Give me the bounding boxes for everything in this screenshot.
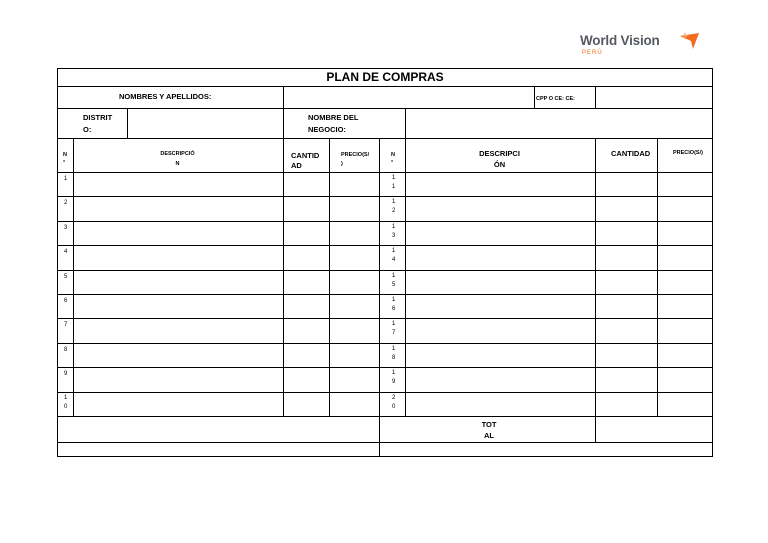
item-price-left[interactable]: [329, 196, 379, 220]
label-total-2: AL: [484, 431, 494, 440]
item-quantity-left[interactable]: [283, 196, 329, 220]
item-price-right[interactable]: [657, 245, 713, 269]
nombres-field[interactable]: [283, 87, 534, 107]
item-price-left[interactable]: [329, 367, 379, 391]
label-distrito-1: DISTRIT: [83, 113, 113, 122]
col-precio-left-1: PRECIO(S/: [341, 152, 370, 158]
logo-brand: World Vision: [580, 33, 660, 48]
row-number-left: 9: [64, 371, 68, 377]
col-n-left-1: N: [63, 152, 67, 158]
grid-line: [595, 86, 596, 108]
grid-line: [329, 138, 330, 417]
row-number-right: 4: [392, 257, 396, 263]
col-desc-left-1: DESCRIPCIÓ: [160, 151, 195, 157]
grid-line: [57, 68, 58, 457]
row-number-right: 6: [392, 306, 396, 312]
label-total-1: TOT: [481, 420, 497, 429]
world-vision-logo: [580, 32, 710, 60]
item-description-right[interactable]: [405, 270, 595, 294]
grid-line: [57, 367, 713, 368]
item-quantity-left[interactable]: [283, 318, 329, 342]
distrito-field[interactable]: [127, 108, 283, 138]
row-number-left: 8: [64, 347, 68, 353]
item-description-right[interactable]: [405, 367, 595, 391]
grid-line: [657, 138, 658, 417]
grid-line: [57, 196, 713, 197]
row-number-right: 3: [392, 233, 396, 239]
grid-line: [57, 294, 713, 295]
grid-line: [57, 221, 713, 222]
item-price-right[interactable]: [657, 318, 713, 342]
item-quantity-right[interactable]: [595, 245, 657, 269]
grid-line: [379, 138, 380, 417]
row-number-right: 1: [392, 273, 396, 279]
item-description-left[interactable]: [73, 270, 283, 294]
row-number-right: 1: [392, 184, 396, 190]
item-description-right[interactable]: [405, 318, 595, 342]
grid-line: [57, 270, 713, 271]
row-number-left: 1: [64, 176, 68, 182]
col-n-left-2: °: [63, 160, 66, 166]
grid-line: [595, 417, 596, 442]
item-description-left[interactable]: [73, 294, 283, 318]
item-price-right[interactable]: [657, 196, 713, 220]
item-price-right[interactable]: [657, 294, 713, 318]
row-number-left: 3: [64, 225, 68, 231]
item-description-left[interactable]: [73, 367, 283, 391]
label-distrito-2: O:: [83, 125, 92, 134]
item-quantity-left[interactable]: [283, 367, 329, 391]
item-description-right[interactable]: [405, 343, 595, 367]
item-quantity-right[interactable]: [595, 392, 657, 416]
grid-line: [73, 138, 74, 417]
item-quantity-left[interactable]: [283, 221, 329, 245]
row-number-right: 2: [392, 208, 396, 214]
purchase-plan-form: [57, 68, 713, 457]
grid-line: [405, 108, 406, 138]
label-negocio-1: NOMBRE DEL: [308, 113, 359, 122]
item-description-left[interactable]: [73, 196, 283, 220]
item-description-right[interactable]: [405, 172, 595, 196]
grid-line: [127, 108, 128, 138]
item-price-left[interactable]: [329, 343, 379, 367]
cpp-field[interactable]: [595, 87, 713, 107]
item-price-left[interactable]: [329, 294, 379, 318]
row-number-right: 1: [392, 370, 396, 376]
item-description-left[interactable]: [73, 318, 283, 342]
item-description-left[interactable]: [73, 392, 283, 416]
item-quantity-left[interactable]: [283, 392, 329, 416]
col-cant-left-2: AD: [291, 161, 302, 170]
grid-line: [57, 392, 713, 393]
item-description-right[interactable]: [405, 221, 595, 245]
label-cpp: CPP O CE: CE:: [536, 96, 576, 102]
item-quantity-right[interactable]: [595, 343, 657, 367]
row-number-right: 2: [392, 395, 396, 401]
grid-line: [283, 138, 284, 417]
item-price-left[interactable]: [329, 392, 379, 416]
item-description-right[interactable]: [405, 245, 595, 269]
world-vision-star-icon: [679, 32, 701, 50]
col-desc-left-2: N: [175, 161, 180, 167]
item-description-left[interactable]: [73, 221, 283, 245]
item-quantity-left[interactable]: [283, 245, 329, 269]
row-number-right: 0: [392, 404, 396, 410]
row-number-right: 1: [392, 199, 396, 205]
col-desc-right-1: DESCRIPCI: [479, 149, 520, 158]
row-number-right: 1: [392, 346, 396, 352]
row-number-right: 1: [392, 297, 396, 303]
row-number-right: 5: [392, 282, 396, 288]
row-number-left: 2: [64, 200, 68, 206]
item-description-left[interactable]: [73, 343, 283, 367]
label-negocio-2: NEGOCIO:: [308, 125, 346, 134]
item-price-left[interactable]: [329, 318, 379, 342]
row-number-right: 1: [392, 321, 396, 327]
item-price-right[interactable]: [657, 392, 713, 416]
grid-line: [379, 417, 380, 457]
item-quantity-left[interactable]: [283, 172, 329, 196]
item-price-right[interactable]: [657, 172, 713, 196]
grid-line: [57, 86, 713, 87]
item-price-left[interactable]: [329, 172, 379, 196]
item-price-right[interactable]: [657, 221, 713, 245]
item-description-right[interactable]: [405, 392, 595, 416]
item-quantity-right[interactable]: [595, 196, 657, 220]
grid-line: [57, 108, 713, 109]
col-cant-left-1: CANTID: [291, 151, 320, 160]
item-description-left[interactable]: [73, 172, 283, 196]
grid-line: [534, 86, 535, 108]
item-quantity-right[interactable]: [595, 318, 657, 342]
col-precio-left-2: ): [341, 161, 343, 167]
row-number-right: 9: [392, 379, 396, 385]
grid-line: [57, 68, 713, 69]
row-number-left: 7: [64, 322, 68, 328]
item-quantity-right[interactable]: [595, 294, 657, 318]
row-number-left: 6: [64, 298, 68, 304]
item-price-left[interactable]: [329, 221, 379, 245]
item-price-left[interactable]: [329, 245, 379, 269]
grid-line: [57, 138, 713, 139]
row-number-right: 1: [392, 224, 396, 230]
grid-line: [595, 138, 596, 417]
total-field[interactable]: [595, 417, 713, 442]
item-quantity-right[interactable]: [595, 270, 657, 294]
item-price-right[interactable]: [657, 367, 713, 391]
col-precio-right: PRECIO(S/): [673, 150, 703, 156]
item-quantity-right[interactable]: [595, 221, 657, 245]
grid-line: [57, 456, 713, 457]
row-number-right: 7: [392, 330, 396, 336]
grid-line: [57, 416, 713, 417]
col-cant-right: CANTIDAD: [611, 149, 651, 158]
item-description-left[interactable]: [73, 245, 283, 269]
negocio-field[interactable]: [405, 108, 713, 138]
row-number-left: 1: [64, 395, 68, 401]
grid-line: [57, 318, 713, 319]
item-price-right[interactable]: [657, 343, 713, 367]
grid-line: [283, 108, 284, 138]
grid-line: [57, 343, 713, 344]
grid-line: [405, 138, 406, 417]
col-desc-right-2: ÓN: [493, 160, 506, 169]
item-price-right[interactable]: [657, 270, 713, 294]
row-number-right: 1: [392, 248, 396, 254]
item-description-right[interactable]: [405, 196, 595, 220]
form-title: PLAN DE COMPRAS: [326, 70, 444, 84]
logo-country: PERÚ: [582, 50, 603, 56]
col-n-right-1: N: [391, 152, 395, 158]
col-n-right-2: °: [391, 160, 394, 166]
item-quantity-left[interactable]: [283, 343, 329, 367]
row-number-left: 5: [64, 274, 68, 280]
grid-line: [57, 172, 713, 173]
item-quantity-left[interactable]: [283, 270, 329, 294]
item-quantity-left[interactable]: [283, 294, 329, 318]
item-quantity-right[interactable]: [595, 172, 657, 196]
grid-line: [57, 245, 713, 246]
item-description-right[interactable]: [405, 294, 595, 318]
item-price-left[interactable]: [329, 270, 379, 294]
row-number-right: 8: [392, 355, 396, 361]
row-number-right: 1: [392, 175, 396, 181]
label-nombres: NOMBRES Y APELLIDOS:: [119, 92, 212, 101]
row-number-left: 0: [64, 404, 68, 410]
grid-line: [712, 68, 713, 457]
item-quantity-right[interactable]: [595, 367, 657, 391]
grid-line: [283, 86, 284, 108]
row-number-left: 4: [64, 249, 68, 255]
grid-line: [57, 442, 713, 443]
